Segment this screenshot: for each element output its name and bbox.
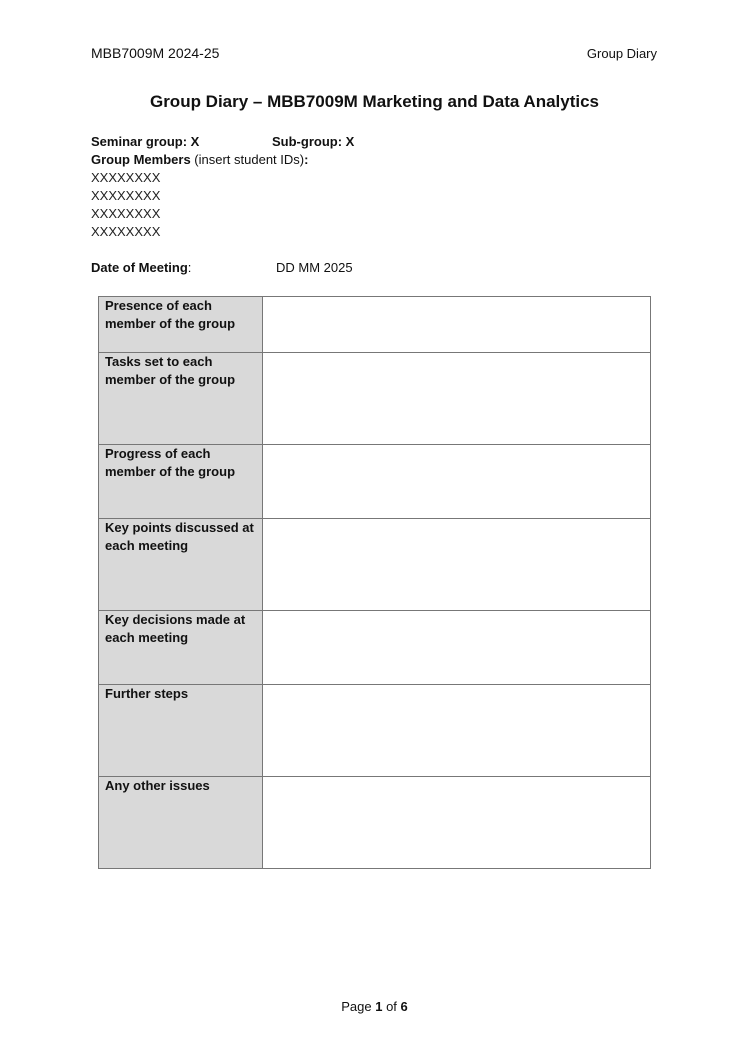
header-course-code: MBB7009M 2024-25 xyxy=(91,45,220,61)
page-title: Group Diary – MBB7009M Marketing and Data Analytics xyxy=(149,92,600,111)
table-row xyxy=(99,445,651,519)
row-label: Further steps xyxy=(99,685,263,777)
row-label: Tasks set to each member of the group xyxy=(99,353,263,445)
member-id-field[interactable]: XXXXXXXX xyxy=(91,224,161,239)
row-input-cell[interactable] xyxy=(263,685,651,777)
member-id-field[interactable]: XXXXXXXX xyxy=(91,188,161,203)
member-id-field[interactable]: XXXXXXXX xyxy=(91,206,161,221)
date-colon: : xyxy=(187,260,192,275)
group-members-hint: (insert student IDs) xyxy=(190,152,305,167)
row-input-cell[interactable] xyxy=(263,519,651,611)
table-row xyxy=(99,297,651,353)
member-id-field[interactable]: XXXXXXXX xyxy=(91,170,161,185)
row-input-cell[interactable] xyxy=(263,445,651,519)
sub-group-label: Sub-group: X xyxy=(272,134,355,149)
page-of: of xyxy=(382,999,401,1014)
page-current: 1 xyxy=(375,999,383,1014)
row-label: Progress of each member of the group xyxy=(99,445,263,519)
page-prefix: Page xyxy=(341,999,376,1014)
group-members-label: Group Members xyxy=(91,152,191,167)
meeting-date-row xyxy=(91,260,353,275)
group-info xyxy=(91,133,355,241)
header-doc-title: Group Diary xyxy=(586,46,657,61)
row-input-cell[interactable] xyxy=(263,353,651,445)
table-row xyxy=(99,685,651,777)
table-row xyxy=(99,353,651,445)
row-input-cell[interactable] xyxy=(263,611,651,685)
row-input-cell[interactable] xyxy=(263,777,651,869)
page-total: 6 xyxy=(400,999,408,1014)
table-row xyxy=(99,777,651,869)
page-number xyxy=(0,999,749,1014)
seminar-group-label: Seminar group: X xyxy=(91,134,200,149)
row-label: Key decisions made at each meeting xyxy=(99,611,263,685)
date-label: Date of Meeting xyxy=(91,260,188,275)
group-members-colon: : xyxy=(304,152,309,167)
diary-table xyxy=(98,296,651,869)
table-row xyxy=(99,519,651,611)
table-row xyxy=(99,611,651,685)
row-input-cell[interactable] xyxy=(263,297,651,353)
row-label: Presence of each member of the group xyxy=(99,297,263,353)
row-label: Key points discussed at each meeting xyxy=(99,519,263,611)
date-value-field[interactable]: DD MM 2025 xyxy=(276,260,353,275)
row-label: Any other issues xyxy=(99,777,263,869)
